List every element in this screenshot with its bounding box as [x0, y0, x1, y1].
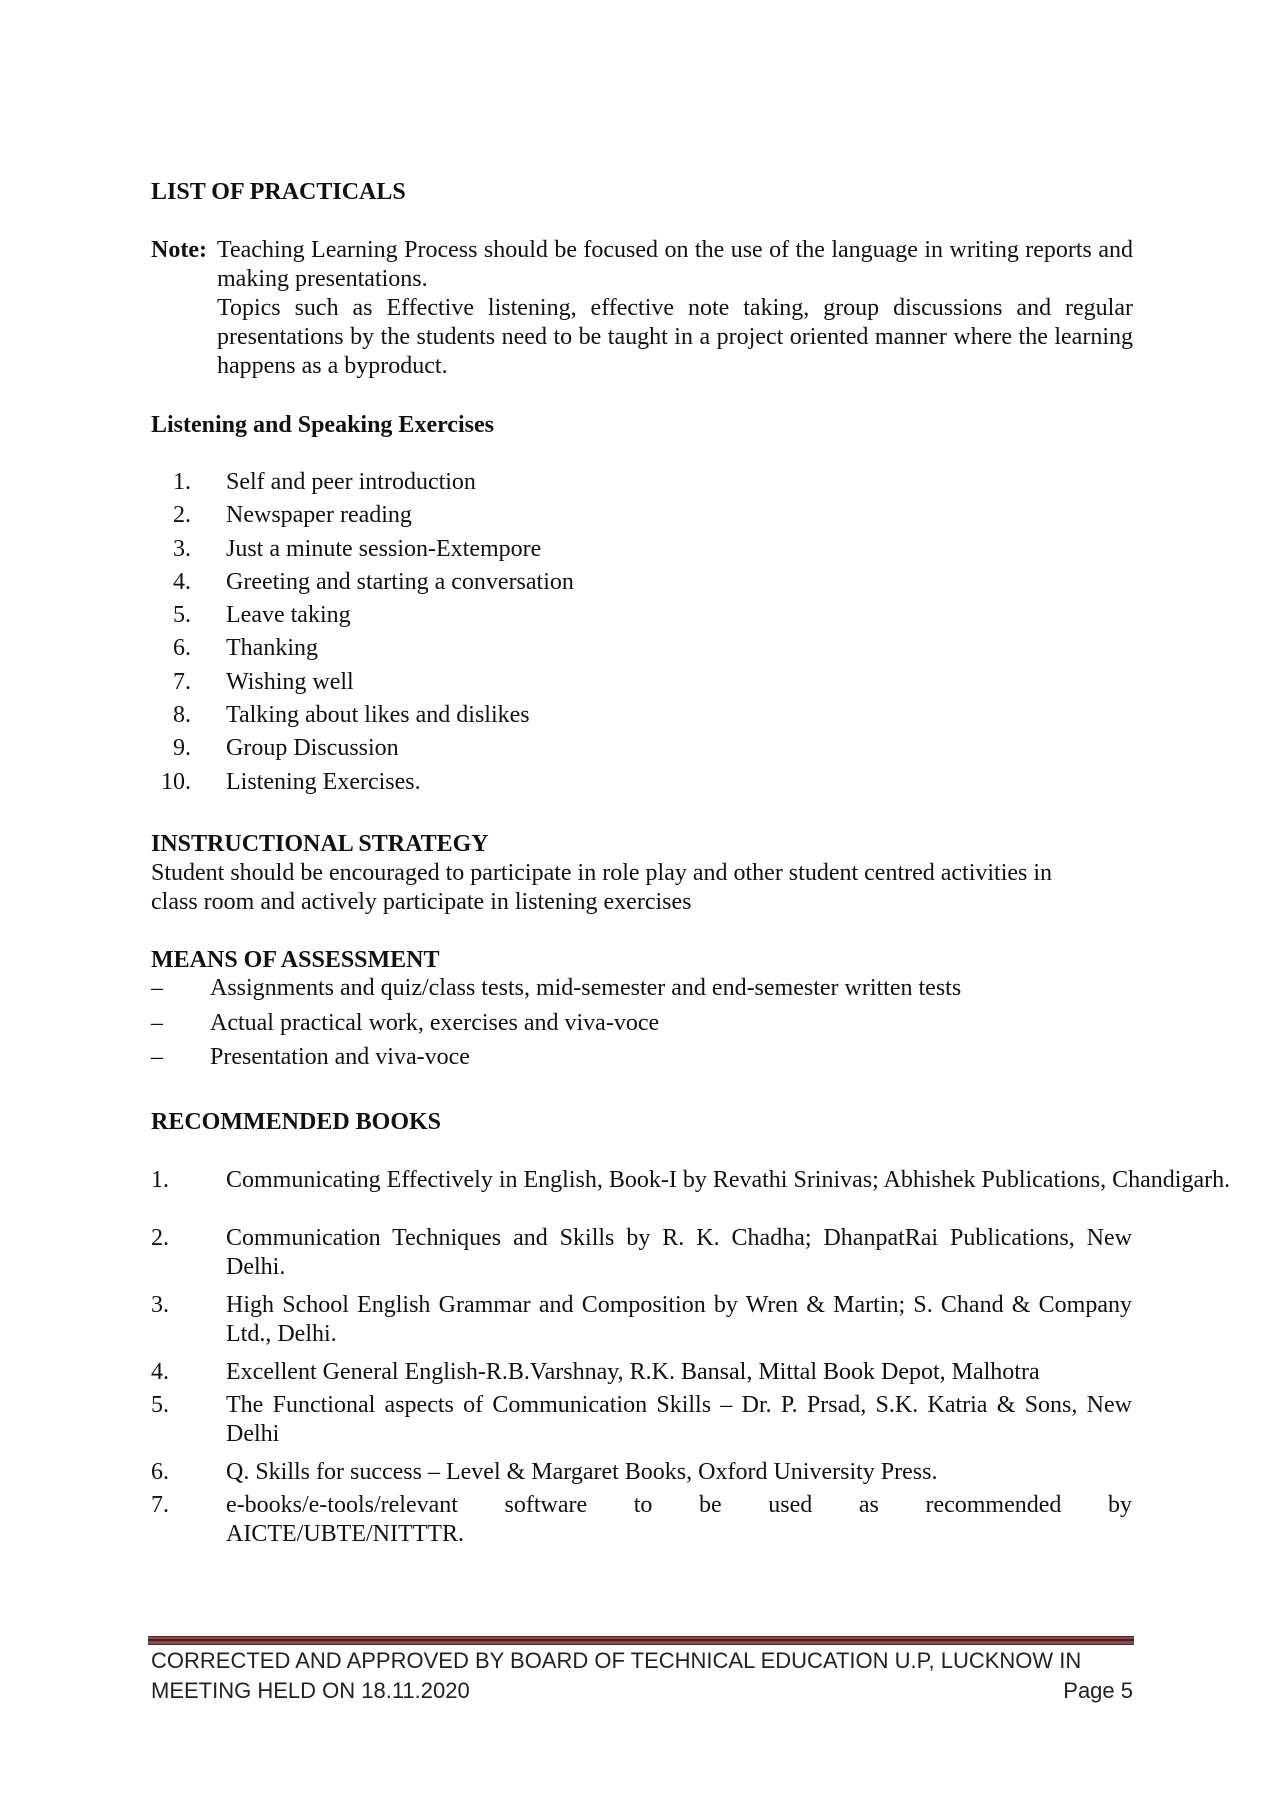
list-number: 4. [151, 1359, 169, 1385]
list-item [151, 668, 851, 701]
word: as [858, 1492, 879, 1518]
note-paragraph: Topics such as Effective listening, effective note taking, group discussions and regular presentations by the students need to be taught in a project oriented manner where the learning happens as a byproduct. [217, 295, 1133, 379]
note-paragraph: Teaching Learning Process should be focused on the use of the language in writing reports and making presentations. [217, 237, 1133, 292]
list-text: Talking about likes and dislikes [226, 702, 530, 729]
list-text: Assignments and quiz/class tests, mid-semester and end-semester written tests [210, 975, 962, 1001]
section-title-books: RECOMMENDED BOOKS [151, 1109, 442, 1135]
page-footer [151, 1646, 1133, 1706]
list-number: 7. [151, 1492, 169, 1518]
list-item [151, 634, 851, 667]
list-text: The Functional aspects of Communication Skills – Dr. P. Prsad, S.K. Katria & Sons, New Delhi [226, 1392, 1132, 1447]
list-text: High School English Grammar and Composition by Wren & Martin; S. Chand & Company Ltd., Delhi. [226, 1292, 1132, 1347]
list-item [151, 1491, 1133, 1549]
list-item [151, 701, 851, 734]
list-number: 9. [173, 735, 191, 762]
strategy-line: class room and actively participate in listening exercises [151, 889, 692, 915]
list-number: 1. [173, 469, 191, 495]
list-item [151, 1391, 1133, 1458]
note-label: Note: [151, 237, 207, 263]
list-number: 2. [173, 502, 191, 529]
list-text: Thanking [226, 635, 318, 662]
list-text: Self and peer introduction [226, 469, 476, 495]
list-number: 4. [173, 568, 191, 595]
list-text [226, 1491, 1132, 1549]
list-item [151, 568, 851, 601]
list-text: Listening Exercises. [226, 768, 421, 795]
list-item [151, 468, 851, 501]
list-text: Group Discussion [226, 735, 399, 762]
list-item [151, 1166, 1231, 1224]
assessment-list [151, 974, 1133, 1078]
dash-bullet: – [151, 975, 163, 1001]
list-item [151, 1224, 1133, 1291]
list-item [151, 1458, 1133, 1491]
list-number: 1. [151, 1167, 169, 1193]
list-text: Newspaper reading [226, 502, 412, 529]
list-text: Just a minute session-Extempore [226, 535, 542, 562]
list-text-line2: AICTE/UBTE/NITTTR. [226, 1521, 464, 1547]
dash-bullet: – [151, 1009, 163, 1036]
list-item [151, 601, 851, 634]
word: used [768, 1492, 813, 1518]
section-title-listening: Listening and Speaking Exercises [151, 412, 494, 438]
list-text: Q. Skills for success – Level & Margaret Books, Oxford University Press. [226, 1459, 938, 1485]
list-item [151, 734, 851, 767]
word: software [504, 1492, 588, 1518]
list-text: Excellent General English-R.B.Varshnay, R.K. Bansal, Mittal Book Depot, Malhotra [226, 1359, 1040, 1385]
list-text: Wishing well [226, 668, 354, 695]
books-list [151, 1166, 1231, 1549]
list-item [151, 1358, 1133, 1391]
list-number: 5. [151, 1392, 169, 1418]
list-text: Presentation and viva-voce [210, 1044, 470, 1070]
strategy-paragraph [151, 859, 1133, 917]
list-text: Actual practical work, exercises and viva-voce [210, 1009, 660, 1036]
justified-line [226, 1491, 1132, 1520]
section-title-assessment: MEANS OF ASSESSMENT [151, 947, 440, 973]
list-number: 6. [173, 635, 191, 662]
word: by [1108, 1492, 1132, 1518]
list-item [151, 1009, 1133, 1044]
footer-line: MEETING HELD ON 18.11.2020 [151, 1678, 470, 1703]
list-number: 10. [161, 768, 191, 795]
section-title-practicals: LIST OF PRACTICALS [151, 179, 406, 205]
list-number: 5. [173, 602, 191, 629]
list-number: 6. [151, 1459, 169, 1485]
list-text: Greeting and starting a conversation [226, 568, 574, 595]
list-number: 8. [173, 702, 191, 729]
strategy-line: Student should be encouraged to participate in role play and other student centred activities in [151, 860, 1053, 886]
list-item [151, 501, 851, 534]
list-number: 2. [151, 1225, 169, 1251]
list-item [151, 768, 851, 801]
list-item [151, 1291, 1133, 1358]
footer-divider [148, 1636, 1134, 1645]
word: be [699, 1492, 722, 1518]
section-title-strategy: INSTRUCTIONAL STRATEGY [151, 831, 489, 857]
page-number: Page 5 [1063, 1678, 1133, 1703]
footer-line: CORRECTED AND APPROVED BY BOARD OF TECHNICAL EDUCATION U.P, LUCKNOW IN [151, 1648, 1082, 1673]
exercise-list [151, 468, 851, 801]
list-item [151, 974, 1133, 1009]
list-number: 3. [173, 535, 191, 562]
dash-bullet: – [151, 1044, 163, 1070]
list-text: Communicating Effectively in English, Book-I by Revathi Srinivas; Abhishek Publications, Chandigarh. [226, 1167, 1231, 1193]
list-number: 3. [151, 1292, 169, 1318]
list-text: Communication Techniques and Skills by R. K. Chadha; DhanpatRai Publications, New Delhi. [226, 1225, 1132, 1280]
note-block [151, 236, 1133, 381]
word: to [633, 1492, 653, 1518]
word: recommended [925, 1492, 1062, 1518]
list-item [151, 1043, 1133, 1078]
word: e-books/e-tools/relevant [226, 1492, 458, 1518]
list-text: Leave taking [226, 602, 351, 629]
list-number: 7. [173, 668, 191, 695]
list-item [151, 535, 851, 568]
